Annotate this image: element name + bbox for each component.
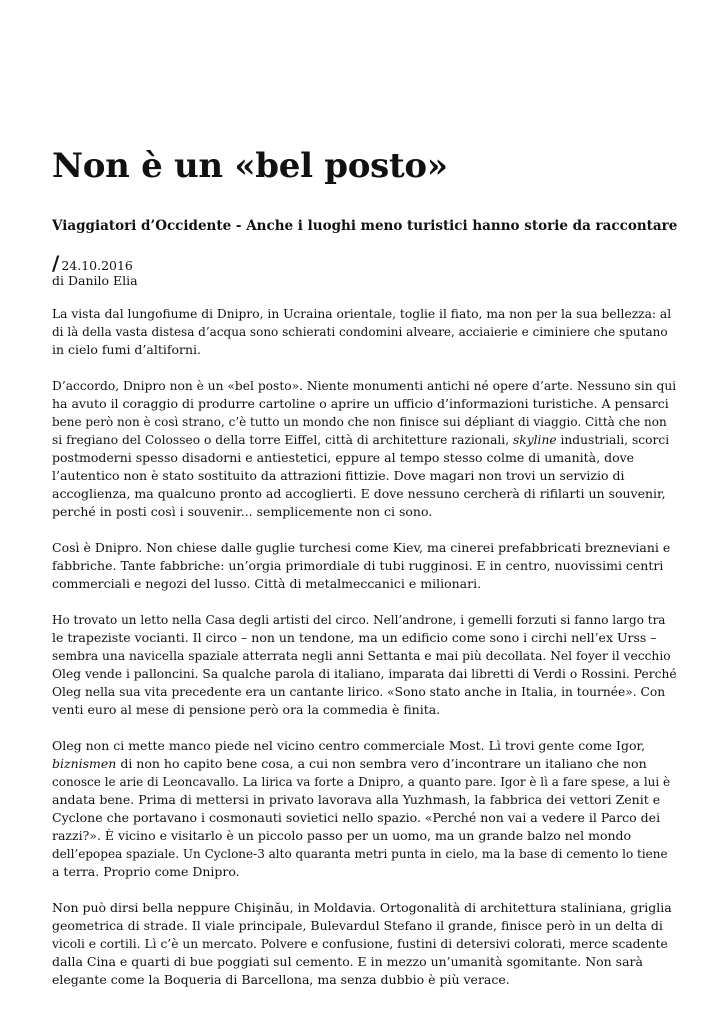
paragraph-line: Ho trovato un letto nella Casa degli artisti del circo. Nell’androne, i gemelli forzuti si fanno largo tra xyxy=(52,613,666,627)
paragraph-line: dell’epopea spaziale. Un Cyclone-3 alto quaranta metri punta in cielo, ma la base di cemento lo tiene xyxy=(52,847,668,861)
paragraph-line: Cyclone che portavano i cosmonauti sovietici nello spazio. «Perché non vai a vedere il Parco dei xyxy=(52,810,661,825)
body-paragraph xyxy=(52,305,677,359)
publish-date: 24.10.2016 xyxy=(61,258,133,273)
paragraph-line xyxy=(52,431,677,449)
italic-term: biznismen xyxy=(52,756,117,771)
paragraph-line: di là della vasta distesa d’acqua sono schierati condomini alveare, acciaierie e ciminiere che sputano xyxy=(52,325,668,339)
body-paragraph xyxy=(52,737,677,881)
article-body xyxy=(52,305,677,1007)
paragraph-line: perché in posti così i souvenir... semplicemente non ci sono. xyxy=(52,504,433,519)
paragraph-line: venti euro al mese di pensione però ora la commedia è finita. xyxy=(52,702,441,717)
paragraph-line: geometrica di strade. Il viale principale, Bulevardul Stefano il grande, finisce però in un delta di xyxy=(52,918,663,933)
italic-term: skyline xyxy=(513,433,557,447)
paragraph-line: in cielo fumi d’altiforni. xyxy=(52,342,202,357)
paragraph-line: Non può dirsi bella neppure Chişinău, in Moldavia. Ortogonalità di architettura staliniana, griglia xyxy=(52,900,672,915)
paragraph-line: elegante come la Boqueria di Barcellona, ma senza dubbio è più verace. xyxy=(52,972,510,987)
paragraph-line: commerciali e negozi del lusso. Città di metalmeccanici e milionari. xyxy=(52,576,482,591)
paragraph-line: vicoli e cortili. Lì c’è un mercato. Polvere e confusione, fustini di detersivi colorati, merce scadente xyxy=(52,937,668,951)
paragraph-line: bene però non è così strano, c’è tutto un mondo che non finisce sui dépliant di viaggio. Città che non xyxy=(52,415,667,429)
line-text: industriali, scorci xyxy=(556,433,670,447)
article-subtitle: Viaggiatori d’Occidente - Anche i luoghi meno turistici hanno storie da raccontare xyxy=(52,218,678,234)
paragraph-line: razzi?». È vicino e visitarlo è un piccolo passo per un uomo, ma un grande balzo nel mondo xyxy=(52,828,632,843)
paragraph-line: ha avuto il coraggio di produrre cartoline o aprire un ufficio d’informazioni turistiche. A pensarci xyxy=(52,396,669,411)
paragraph-line: Così è Dnipro. Non chiese dalle guglie turchesi come Kiev, ma cinerei prefabbricati brezneviani e xyxy=(52,540,671,555)
paragraph-line: andata bene. Prima di mettersi in privato lavorava alla Yuzhmash, la fabbrica dei vettori Zenit e xyxy=(52,792,661,807)
paragraph-line: fabbriche. Tante fabbriche: un’orgia primordiale di tubi rugginosi. E in centro, nuovissimi centri xyxy=(52,558,664,573)
line-text: di non ho capito bene cosa, a cui non sembra vero d’incontrare un italiano che non xyxy=(116,756,647,771)
body-paragraph xyxy=(52,539,677,593)
paragraph-line: conosce le arie di Leoncavallo. La lirica va forte a Dnipro, a quanto pare. Igor è lì a fare spese, a lui è xyxy=(52,775,671,789)
paragraph-line: a terra. Proprio come Dnipro. xyxy=(52,864,240,879)
paragraph-line: accoglienza, ma qualcuno pronto ad accoglierti. E dove nessuno cercherà di rifilarti un souvenir, xyxy=(52,486,666,501)
article-meta xyxy=(52,251,138,288)
body-paragraph xyxy=(52,611,677,719)
paragraph-line: Oleg vende i palloncini. Sa qualche parola di italiano, imparata dai libretti di Verdi o Rossini. Perché xyxy=(52,667,677,681)
page-title: Non è un «bel posto» xyxy=(52,146,448,186)
author-byline: di Danilo Elia xyxy=(52,273,138,288)
body-paragraph xyxy=(52,899,677,989)
paragraph-line: Oleg nella sua vita precedente era un cantante lirico. «Sono stato anche in Italia, in tournée». Con xyxy=(52,685,666,699)
paragraph-line: D’accordo, Dnipro non è un «bel posto». Niente monumenti antichi né opere d’arte. Nessuno sin qui xyxy=(52,379,677,393)
date-line xyxy=(52,251,138,275)
paragraph-line: sembra una navicella spaziale atterrata negli anni Settanta e mai più decollata. Nel foyer il vecchio xyxy=(52,649,671,663)
paragraph-line: le trapeziste vocianti. Il circo – non un tendone, ma un edificio come sono i circhi nell’ex Urss – xyxy=(52,630,657,645)
line-text: si fregiano del Colosseo o della torre Eiffel, città di architetture razionali, xyxy=(52,433,513,447)
body-paragraph xyxy=(52,377,677,521)
paragraph-line xyxy=(52,755,677,773)
slash-mark: / xyxy=(52,251,60,275)
paragraph-line: La vista dal lungofiume di Dnipro, in Ucraina orientale, toglie il fiato, ma non per la sua bellezza: al xyxy=(52,307,672,321)
paragraph-line: dalla Cina e quarti di bue poggiati sul cemento. E in mezzo un’umanità sgomitante. Non sarà xyxy=(52,954,643,969)
paragraph-line: Oleg non ci mette manco piede nel vicino centro commerciale Most. Lì trovi gente come Igor, xyxy=(52,738,646,753)
paragraph-line: postmoderni spesso disadorni e antiestetici, eppure al tempo stesso colme di umanità, dove xyxy=(52,450,635,465)
paragraph-line: l’autentico non è stato sostituito da attrazioni fittizie. Dove magari non trovi un servizio di xyxy=(52,468,625,483)
